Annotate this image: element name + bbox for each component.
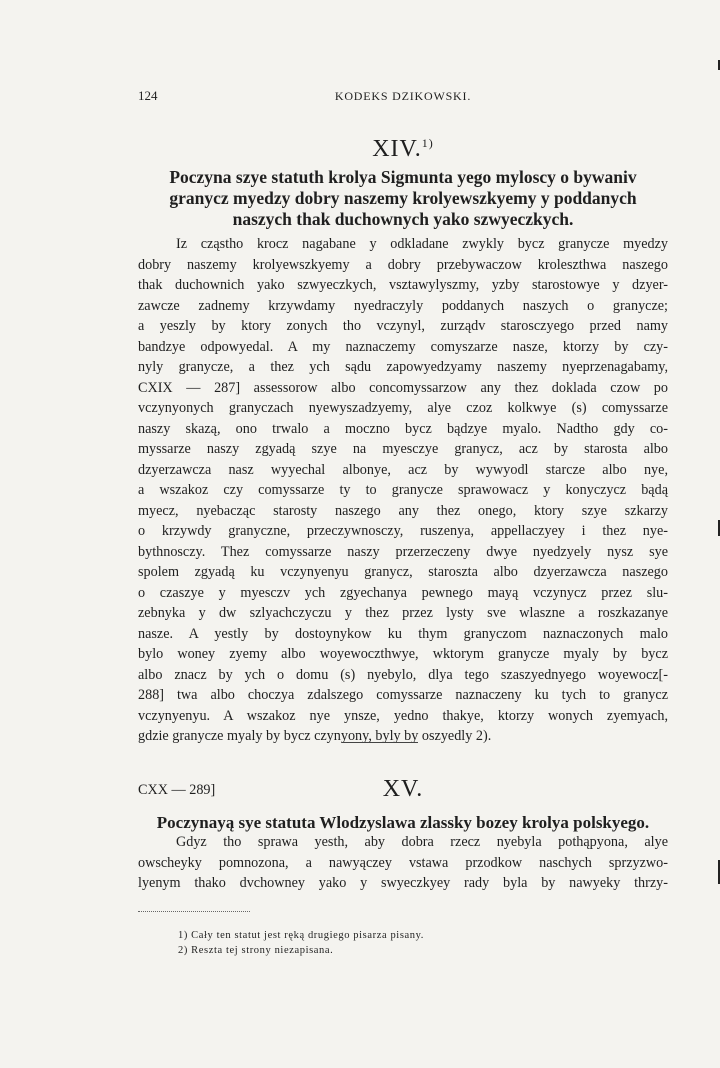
footnotes	[178, 928, 424, 958]
text-line: thak duchownich yako szwyeczkych, vsztawylyszmy, yzby starostowye y dzyer-	[138, 277, 668, 293]
text-line: o krzywdy granyczne, przeczywnosczy, ruszenya, appellaczyey i thez nye-	[138, 523, 668, 539]
section-title-xiv	[138, 136, 668, 163]
text-line: 288] twa albo choczya zdalszego comyssarze naznaczeny ku tych to granycz	[138, 687, 668, 703]
text-line: vczynyonych granyczach nyewyszadzyemy, alye czoz kolkwye (s) comyssarze	[138, 400, 668, 416]
text-line: zawcze zadnemy krzywdamy nyedraczyly poddanych naszych o granycze;	[138, 297, 668, 314]
text-line: zebnyka y dw szlyachczyczu y thez przez lysty sve wlaszne a roszkazanye	[138, 605, 668, 621]
text-line: myssarze naszy zgyadą szye na myesczye granycz, acz by starosta albo	[138, 441, 668, 457]
text-line: spolem zgyadą ku vczynyenyu granycz, staroszta albo dzyerzawcza naszego	[138, 564, 668, 580]
manuscript-reference: CXX — 289]	[138, 782, 216, 798]
text-line: a wszakoz czy comyssarze ty to granycze sprawowacz y konyczycz bądą	[138, 482, 668, 498]
text-line: vczynyenyu. A wszakoz nye ynsze, yedno thakye, ktorzy wonych zyemyach,	[138, 707, 668, 724]
text-line: CXIX — 287] assessorow albo concomyssarzow any thez doklada czow po	[138, 379, 668, 396]
footnote-marker: 1)	[421, 136, 434, 150]
text-line: dobry naszemy krolyewszkyemy a dobry przebywaczow kroleszthwa naszego	[138, 256, 668, 273]
footnote: 1) Cały ten statut jest ręką drugiego pisarza pisany.	[178, 930, 425, 941]
section-body-text	[138, 832, 668, 894]
footnote-rule	[138, 911, 250, 912]
text-line: bythnosczy. Thez comyssarze naszy przerzeczeny dwye nyedzyely nysz sye	[138, 543, 668, 560]
text-line: naszy skazą, ono trwalo a moczno bycz bądzye myalo. Nadtho gdy co-	[138, 420, 668, 437]
page-header	[138, 88, 668, 108]
text-line: a yeszly by ktory zonych tho vczynyl, zurządv starosczyego przed namy	[138, 318, 668, 334]
section-body-text	[138, 234, 668, 747]
text-line: bandzye odpowyedal. A my naznaczemy comyszarze nasze, ktorzy by czy-	[138, 338, 668, 355]
section-heading: Poczynayą sye statuta Wlodzyslawa zlassky bozey krolya polskyego.	[156, 813, 650, 832]
text-line: myecz, nyebacząc starosty naszego any thez onego, ktory szye szkarzy	[138, 502, 668, 519]
section-title-xv: XV.	[382, 776, 424, 802]
text-line: Gdyz tho sprawa yesth, aby dobra rzecz nyebyla pothąpyona, alye	[176, 834, 668, 850]
text-line: gdzie granycze myaly by bycz czynyony, byly by oszyedly 2).	[138, 728, 492, 744]
text-line: owscheyky pomnozona, a nawyączey vstawa przodkow naschych sprzyzwo-	[138, 854, 668, 871]
text-line: nasze. A yestly by dostoynykow ku thym granyczom naznaczonych malo	[138, 625, 668, 642]
page-number: 124	[138, 88, 158, 103]
section-numeral: XIV.	[372, 136, 422, 162]
heading-line: naszych thak duchownych yako szwyeczkych.	[232, 209, 574, 229]
text-line: o czaszye y myesczv ych zgyechanya pewnego mayą vczynycz przez slu-	[138, 584, 668, 601]
heading-line: Poczyna szye statuth krolya Sigmunta yego myloscy o bywaniv	[169, 167, 637, 187]
text-line: dzyerzawcza nasz wyyechal albonye, acz by wywyodl starcze albo nye,	[138, 461, 668, 478]
section-divider	[342, 742, 418, 743]
running-title: KODEKS DZIKOWSKI.	[334, 89, 472, 103]
text-line: bylo woney zyemy albo woyewoczthwye, wktorym granycze myaly by bycz	[138, 646, 668, 662]
text-line: nyly granycze, a thez ych sądu zapowyedzyamy naszemy nyeprzenagabamy,	[138, 359, 668, 375]
section-heading	[136, 167, 670, 230]
section-title-row-xv	[138, 776, 668, 806]
text-line: albo znacz by ych o domu (s) nyebylo, dlya tego szaszyednyego woyewocz[-	[138, 666, 668, 683]
text-line: lyenym thako dvchowney yako y swyeczkyey rady byla by nawyeky thrzy-	[138, 875, 668, 891]
footnote: 2) Reszta tej strony niezapisana.	[178, 945, 334, 956]
text-line: Iz cząstho krocz nagabane y odkladane zwykly bycz granycze myedzy	[176, 236, 668, 252]
heading-line: granycz myedzy dobry naszemy krolyewszkyemy y poddanych	[169, 188, 637, 208]
